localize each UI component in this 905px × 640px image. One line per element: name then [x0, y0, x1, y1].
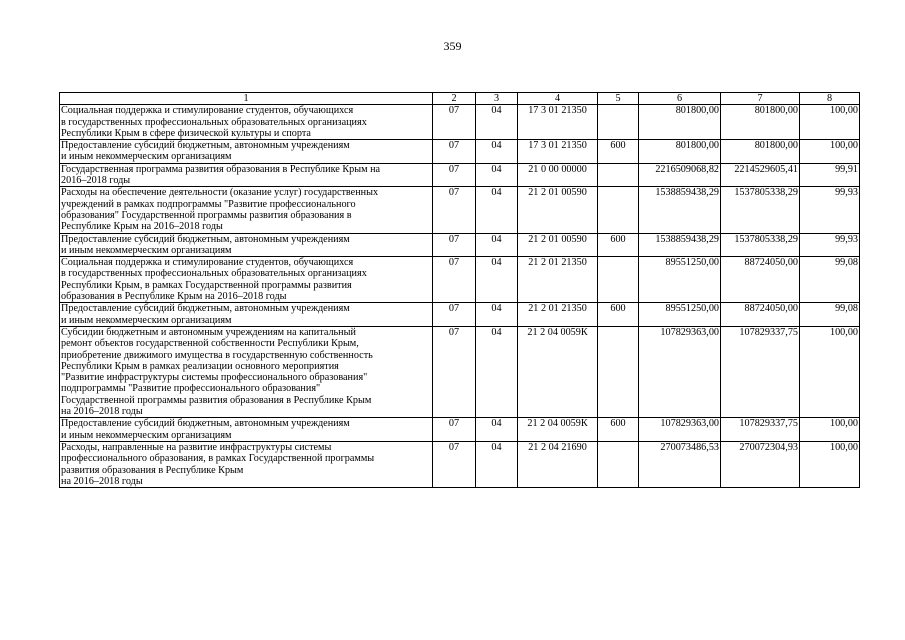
row-name-line: в государственных профессиональных образовательных организациях: [61, 116, 367, 128]
row-name-line: Предоставление субсидий бюджетным, автономным учреждениям: [61, 418, 350, 430]
row-name-line: Предоставление субсидий бюджетным, автономным учреждениям: [61, 140, 350, 152]
row-name-line: подпрограммы "Развитие профессионального образования": [61, 383, 321, 395]
subsection-code-cell: 04: [476, 441, 518, 487]
row-name-line: Государственной программы развития образования в Республике Крым: [61, 394, 372, 406]
subsection-code-cell: 04: [476, 163, 518, 187]
subsection-code-cell: 04: [476, 326, 518, 417]
section-code-cell: 07: [433, 303, 476, 327]
expense-type-cell: [598, 441, 639, 487]
row-name-line: Расходы на обеспечение деятельности (оказание услуг) государственных: [61, 187, 379, 199]
actual-amount-cell: 88724050,00: [721, 257, 800, 303]
row-name-cell: [60, 105, 433, 140]
actual-amount-cell: 1537805338,29: [721, 187, 800, 233]
table-row: [60, 140, 860, 164]
row-name-line: 2016–2018 годы: [61, 175, 131, 187]
row-name-line: "Развитие инфраструктуры системы профессионального образования": [61, 372, 368, 384]
row-name-cell: [60, 163, 433, 187]
planned-amount-cell: 89551250,00: [639, 303, 721, 327]
percent-cell: 99,91: [800, 163, 860, 187]
table-header-row: [60, 93, 860, 105]
subsection-code-cell: 04: [476, 105, 518, 140]
row-name-line: Предоставление субсидий бюджетным, автономным учреждениям: [61, 303, 350, 315]
target-code-cell: 21 2 04 0059К: [518, 326, 598, 417]
expense-type-cell: [598, 326, 639, 417]
row-name-line: ремонт объектов государственной собственности Республики Крым,: [61, 338, 359, 350]
target-code-cell: 17 3 01 21350: [518, 105, 598, 140]
section-code-cell: 07: [433, 187, 476, 233]
percent-cell: 100,00: [800, 441, 860, 487]
row-name-cell: [60, 187, 433, 233]
percent-cell: 100,00: [800, 418, 860, 442]
row-name-cell: [60, 257, 433, 303]
row-name-line: образования в Республике Крым на 2016–2018 годы: [61, 291, 287, 303]
actual-amount-cell: 107829337,75: [721, 418, 800, 442]
row-name-line: Социальная поддержка и стимулирование студентов, обучающихся: [61, 105, 354, 117]
planned-amount-cell: 1538859438,29: [639, 233, 721, 257]
percent-cell: 100,00: [800, 140, 860, 164]
subsection-code-cell: 04: [476, 257, 518, 303]
row-name-line: и иным некоммерческим организациям: [61, 429, 232, 441]
percent-cell: 99,93: [800, 187, 860, 233]
target-code-cell: 17 3 01 21350: [518, 140, 598, 164]
target-code-cell: 21 2 04 0059К: [518, 418, 598, 442]
row-name-cell: [60, 303, 433, 327]
row-name-line: Республики Крым в сфере физической культуры и спорта: [61, 127, 311, 139]
row-name-line: и иным некоммерческим организациям: [61, 151, 232, 163]
actual-amount-cell: 2214529605,41: [721, 163, 800, 187]
subsection-code-cell: 04: [476, 187, 518, 233]
row-name-line: приобретение движимого имущества в государственную собственность: [61, 349, 373, 361]
row-name-cell: [60, 140, 433, 164]
planned-amount-cell: 1538859438,29: [639, 187, 721, 233]
target-code-cell: 21 2 01 21350: [518, 257, 598, 303]
subsection-code-cell: 04: [476, 418, 518, 442]
table-row: [60, 257, 860, 303]
planned-amount-cell: 801800,00: [639, 140, 721, 164]
expense-type-cell: 600: [598, 303, 639, 327]
row-name-line: Социальная поддержка и стимулирование студентов, обучающихся: [61, 257, 354, 269]
row-name-line: Субсидии бюджетным и автономным учреждениям на капитальный: [61, 326, 356, 338]
table-row: [60, 303, 860, 327]
row-name-cell: [60, 418, 433, 442]
actual-amount-cell: 801800,00: [721, 105, 800, 140]
target-code-cell: 21 2 01 21350: [518, 303, 598, 327]
row-name-line: и иным некоммерческим организациям: [61, 314, 232, 326]
subsection-code-cell: 04: [476, 303, 518, 327]
section-code-cell: 07: [433, 418, 476, 442]
budget-table: [59, 92, 860, 488]
section-code-cell: 07: [433, 257, 476, 303]
planned-amount-cell: 89551250,00: [639, 257, 721, 303]
row-name-line: Республики Крым, в рамках Государственной программы развития: [61, 279, 352, 291]
column-header: 7: [721, 93, 800, 105]
row-name-line: учреждений в рамках подпрограммы "Развитие профессионального: [61, 198, 356, 210]
target-code-cell: 21 2 01 00590: [518, 187, 598, 233]
row-name-line: на 2016–2018 годы: [61, 406, 143, 418]
row-name-line: и иным некоммерческим организациям: [61, 244, 232, 256]
planned-amount-cell: 801800,00: [639, 105, 721, 140]
section-code-cell: 07: [433, 163, 476, 187]
section-code-cell: 07: [433, 233, 476, 257]
table-row: [60, 105, 860, 140]
row-name-line: Расходы, направленные на развитие инфраструктуры системы: [61, 441, 332, 453]
actual-amount-cell: 801800,00: [721, 140, 800, 164]
percent-cell: 99,08: [800, 303, 860, 327]
expense-type-cell: 600: [598, 233, 639, 257]
column-header: 5: [598, 93, 639, 105]
table-row: [60, 187, 860, 233]
expense-type-cell: 600: [598, 418, 639, 442]
row-name-line: Государственная программа развития образования в Республике Крым на: [61, 163, 381, 175]
expense-type-cell: [598, 187, 639, 233]
page-number: 359: [443, 39, 462, 53]
planned-amount-cell: 107829363,00: [639, 418, 721, 442]
row-name-cell: [60, 326, 433, 417]
row-name-line: Республике Крым на 2016–2018 годы: [61, 221, 223, 233]
table-body: [60, 105, 860, 488]
section-code-cell: 07: [433, 105, 476, 140]
row-name-line: на 2016–2018 годы: [61, 475, 143, 487]
actual-amount-cell: 1537805338,29: [721, 233, 800, 257]
section-code-cell: 07: [433, 140, 476, 164]
table-row: [60, 233, 860, 257]
row-name-line: образования" Государственной программы развития образования в: [61, 209, 352, 221]
percent-cell: 99,93: [800, 233, 860, 257]
expense-type-cell: [598, 257, 639, 303]
target-code-cell: 21 2 01 00590: [518, 233, 598, 257]
table-row: [60, 418, 860, 442]
table-row: [60, 326, 860, 417]
section-code-cell: 07: [433, 441, 476, 487]
row-name-line: Республики Крым в рамках реализации основного мероприятия: [61, 360, 339, 372]
percent-cell: 100,00: [800, 105, 860, 140]
table-row: [60, 441, 860, 487]
planned-amount-cell: 270073486,53: [639, 441, 721, 487]
row-name-line: в государственных профессиональных образовательных организациях: [61, 268, 367, 280]
planned-amount-cell: 107829363,00: [639, 326, 721, 417]
column-header: 1: [60, 93, 433, 105]
actual-amount-cell: 88724050,00: [721, 303, 800, 327]
column-header: 8: [800, 93, 860, 105]
row-name-line: Предоставление субсидий бюджетным, автономным учреждениям: [61, 233, 350, 245]
expense-type-cell: [598, 163, 639, 187]
target-code-cell: 21 0 00 00000: [518, 163, 598, 187]
section-code-cell: 07: [433, 326, 476, 417]
subsection-code-cell: 04: [476, 233, 518, 257]
subsection-code-cell: 04: [476, 140, 518, 164]
target-code-cell: 21 2 04 21690: [518, 441, 598, 487]
column-header: 4: [518, 93, 598, 105]
percent-cell: 99,08: [800, 257, 860, 303]
table-row: [60, 163, 860, 187]
row-name-line: профессионального образования, в рамках Государственной программы: [61, 453, 375, 465]
column-header: 3: [476, 93, 518, 105]
row-name-line: развития образования в Республике Крым: [61, 464, 244, 476]
actual-amount-cell: 107829337,75: [721, 326, 800, 417]
row-name-cell: [60, 233, 433, 257]
planned-amount-cell: 2216509068,82: [639, 163, 721, 187]
percent-cell: 100,00: [800, 326, 860, 417]
column-header: 2: [433, 93, 476, 105]
expense-type-cell: 600: [598, 140, 639, 164]
row-name-cell: [60, 441, 433, 487]
column-header: 6: [639, 93, 721, 105]
expense-type-cell: [598, 105, 639, 140]
actual-amount-cell: 270072304,93: [721, 441, 800, 487]
